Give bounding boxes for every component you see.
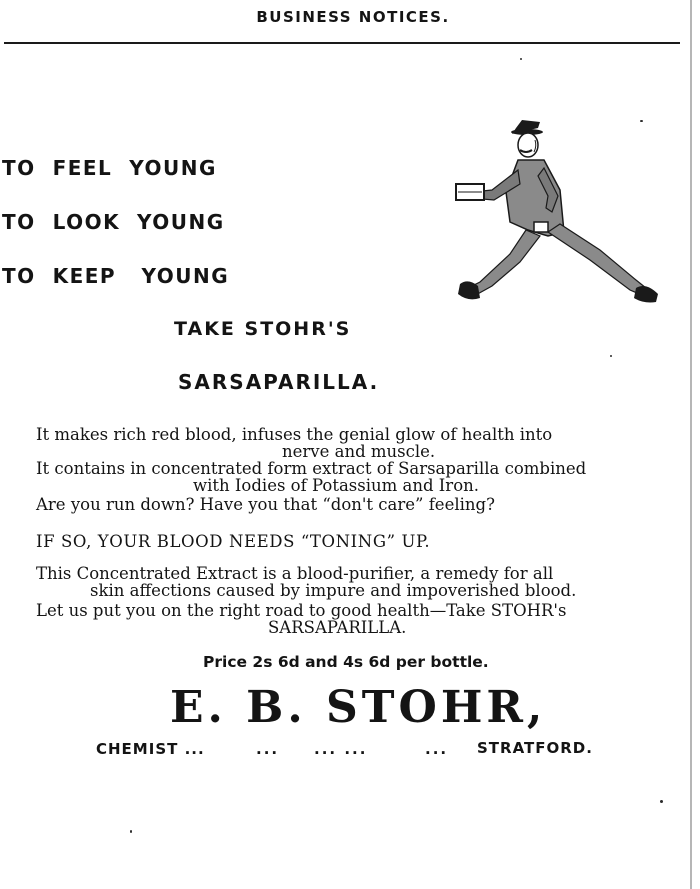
headline-look-young: TO LOOK YOUNG (2, 210, 225, 234)
leader-dots-1: ... (256, 740, 280, 758)
print-speck (520, 58, 522, 60)
body-line-6b: SARSAPARILLA. (268, 618, 407, 637)
body-line-5a: This Concentrated Extract is a blood-purifier, a remedy for all (36, 564, 554, 583)
merchant-name: E. B. STOHR, (170, 682, 547, 733)
print-speck (660, 800, 663, 803)
print-speck (130, 830, 132, 833)
leader-dots-2: ... ... (314, 740, 368, 758)
body-line-5b: skin affections caused by impure and impoverished blood. (90, 581, 577, 600)
body-line-4: IF SO, YOUR BLOOD NEEDS “TONING” UP. (36, 532, 431, 551)
merchant-trade: CHEMIST ... (96, 740, 205, 758)
print-speck (640, 120, 643, 122)
section-header: BUSINESS NOTICES. (256, 8, 450, 26)
leader-dots-3: ... (425, 740, 449, 758)
price-line: Price 2s 6d and 4s 6d per bottle. (203, 653, 489, 671)
body-line-1b: nerve and muscle. (282, 442, 436, 461)
body-line-3: Are you run down? Have you that “don't care” feeling? (36, 495, 495, 514)
product-name-heading: SARSAPARILLA. (178, 370, 380, 394)
body-line-2b: with Iodies of Potassium and Iron. (193, 476, 480, 495)
headline-feel-young: TO FEEL YOUNG (2, 156, 217, 180)
header-rule (4, 42, 680, 44)
take-stohrs-heading: TAKE STOHR'S (174, 318, 352, 340)
body-line-1a: It makes rich red blood, infuses the genial glow of health into (36, 425, 553, 444)
page-edge-line (690, 0, 692, 889)
print-speck (610, 355, 612, 357)
headline-keep-young: TO KEEP YOUNG (2, 264, 230, 288)
merchant-town: STRATFORD. (477, 739, 593, 757)
body-line-2a: It contains in concentrated form extract of Sarsaparilla combined (36, 459, 587, 478)
running-man-illustration (440, 112, 680, 322)
body-line-6a: Let us put you on the right road to good health—Take STOHR's (36, 601, 567, 620)
